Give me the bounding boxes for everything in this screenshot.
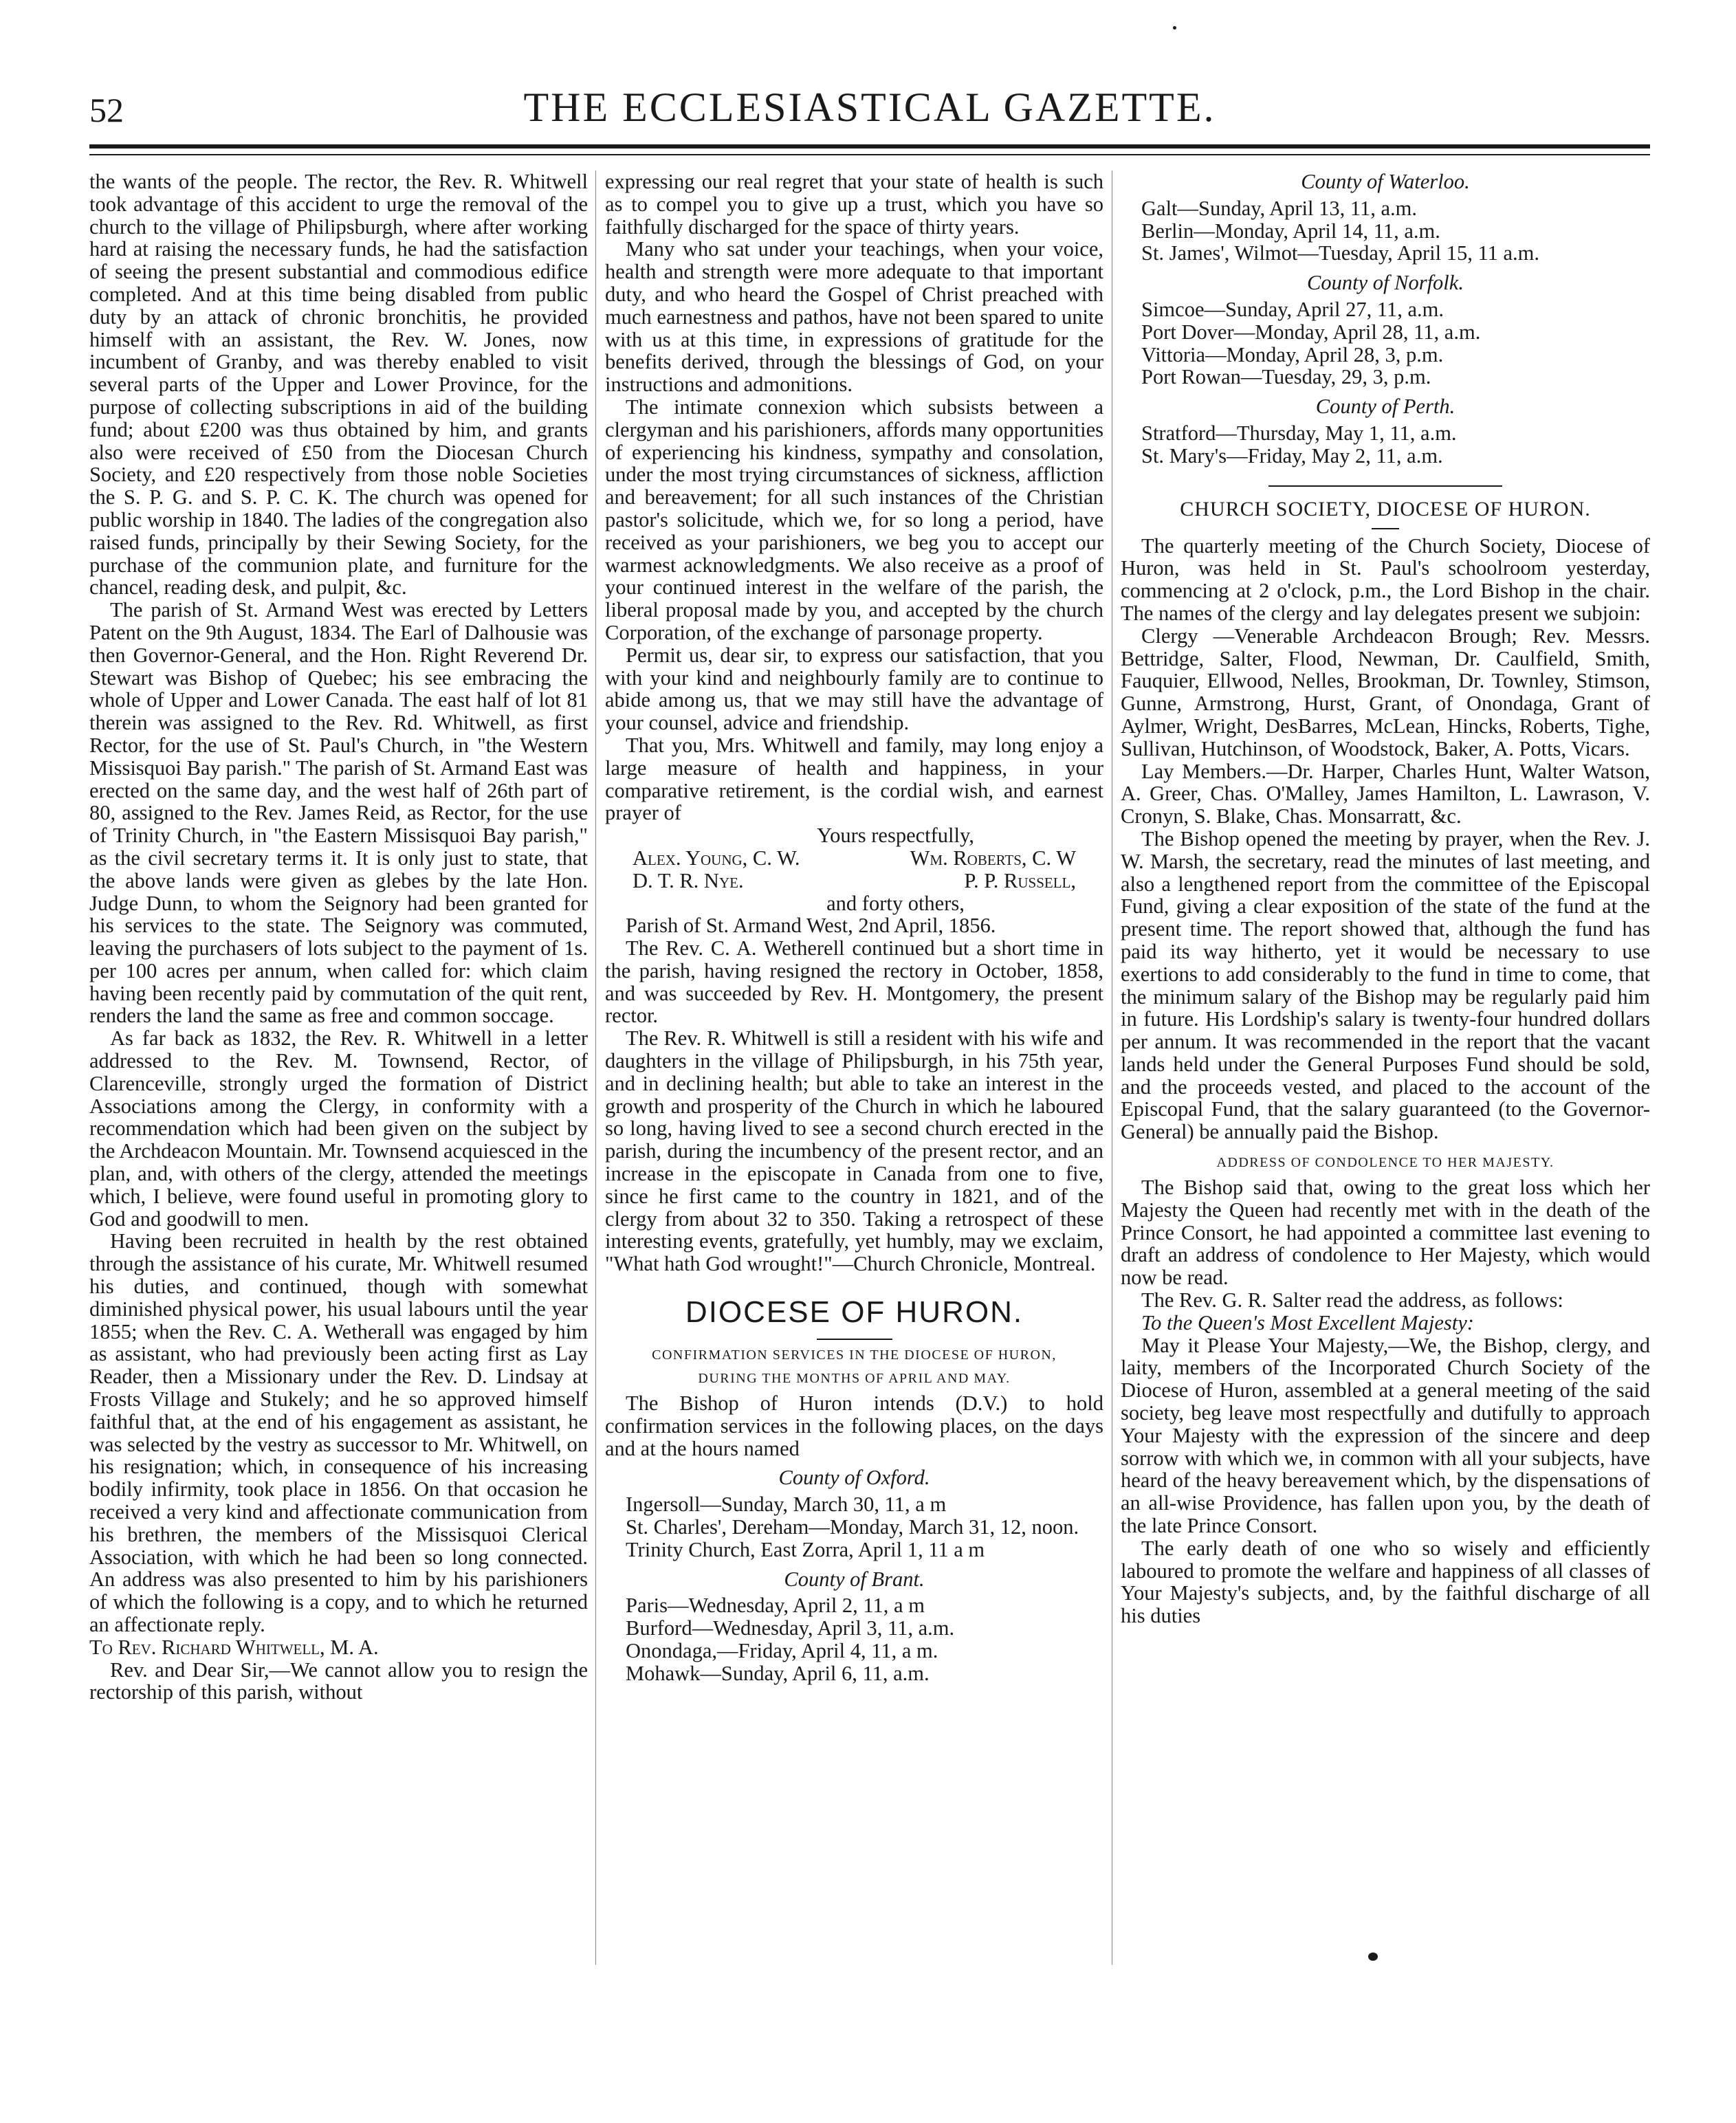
- header-rule-thick: [89, 144, 1650, 148]
- paragraph: The Rev. G. R. Salter read the address, as follows:: [1141, 1288, 1563, 1312]
- signatory-more: and forty others,: [826, 891, 965, 915]
- service-entry: St. James', Wilmot—Tuesday, April 15, 11 a.m.: [1141, 241, 1539, 265]
- diocese-subheading: CONFIRMATION SERVICES IN THE DIOCESE OF HURON,: [652, 1348, 1057, 1363]
- service-entry: Port Rowan—Tuesday, 29, 3, p.m.: [1141, 365, 1431, 389]
- column-separator: [595, 170, 596, 1965]
- paragraph: Lay Members.—Dr. Harper, Charles Hunt, Walter Watson, A. Greer, Chas. O'Malley, James Hamilton, L. Lawrason, V. Cronyn, S. Blake, Chas. Monsarratt, &c.: [1121, 759, 1650, 828]
- signatory: P. P. Russell,: [964, 868, 1076, 892]
- heading-rule: [817, 1339, 892, 1340]
- service-entry: Simcoe—Sunday, April 27, 11, a.m.: [1141, 297, 1444, 321]
- signatory: Wm. Roberts, C. W: [910, 846, 1076, 870]
- column-1: [89, 170, 588, 1704]
- service-entry: Stratford—Thursday, May 1, 11, a.m.: [1141, 421, 1457, 445]
- section-rule: [1268, 485, 1502, 487]
- service-entry: Trinity Church, East Zorra, April 1, 11 a m: [626, 1537, 985, 1561]
- closing-line: Yours respectfully,: [817, 824, 974, 848]
- service-entry: Burford—Wednesday, April 3, 11, a.m.: [626, 1616, 955, 1640]
- paragraph: Clergy —Venerable Archdeacon Brough; Rev. Messrs. Bettridge, Salter, Flood, Newman, Dr. Caulfield, Smith, Fauquier, Ellwood, Nelles, Brookman, Dr. Townley, Stimson, Gunne, Armstrong, Hurst, Grant, of Onondaga, Grant of Aylmer, Wright, DesBarres, McLean, Hincks, Roberts, Tighe, Sullivan, Hutchinson, of Woodstock, Baker, A. Potts, Vicars.: [1121, 624, 1650, 760]
- paragraph: Rev. and Dear Sir,—We cannot allow you to resign the rectorship of this parish, without: [89, 1658, 588, 1704]
- service-entry: Mohawk—Sunday, April 6, 11, a.m.: [626, 1661, 930, 1685]
- masthead-title: THE ECCLESIASTICAL GAZETTE.: [523, 85, 1216, 130]
- header-rule-thin: [89, 154, 1650, 155]
- paragraph: expressing our real regret that your state of health is such as to compel you to give up a trust, which you have so faithfully discharged for the space of thirty years.: [605, 170, 1103, 239]
- paragraph: The Rev. C. A. Wetherell continued but a short time in the parish, having resigned the rectory in October, 1858, and was succeeded by Rev. H. Montgomery, the present rector.: [605, 936, 1103, 1028]
- paragraph: The intimate connexion which subsists between a clergyman and his parishioners, affords many opportunities of experiencing his kindness, sympathy and consolation, under the most trying circumstances of sickness, affliction and bereavement; for all such instances of the Christian pastor's solicitude, which we, for so long a period, have received as your parishioners, we beg you to accept our warmest acknowledgments. We also receive as a proof of your continued interest in the welfare of the parish, the liberal proposal made by you, and accepted by the church Corporation, of the exchange of parsonage property.: [605, 395, 1103, 644]
- paragraph: The early death of one who so wisely and efficiently laboured to promote the welfare and happiness of all classes of Your Majesty's subjects, and, by the faithful discharge of all his duties: [1121, 1536, 1650, 1628]
- county-heading: County of Brant.: [784, 1567, 925, 1591]
- service-list: [1121, 197, 1650, 265]
- paragraph: The Rev. R. Whitwell is still a resident with his wife and daughters in the village of Philipsburgh, in his 75th year, and in declining health; but able to take an interest in the growth and prosperity of the Church in which he laboured so long, having lived to see a second church erected in the parish, during the incumbency of the present rector, and an increase in the episcopate in Canada from one to five, since he first came to the country in 1821, and of the clergy from about 32 to 350. Taking a retrospect of these interesting events, gratefully, yet humbly, may we exclaim, "What hath God wrought!"—Church Chronicle, Montreal.: [605, 1026, 1103, 1276]
- print-speck: [1173, 26, 1176, 30]
- signatory: D. T. R. Nye.: [633, 868, 744, 892]
- service-list: [1121, 298, 1650, 388]
- service-entry: Onondaga,—Friday, April 4, 11, a m.: [626, 1639, 938, 1663]
- paragraph: As far back as 1832, the Rev. R. Whitwell in a letter addressed to the Rev. M. Townsend, Rector, of Clarenceville, strongly urged the formation of District Associations among the Clergy, in conformity with a recommendation which had been given on the subject by the Archdeacon Mountain. Mr. Townsend acquiesced in the plan, and, with others of the clergy, attended the meetings which, I believe, were found useful in promoting glory to God and goodwill to men.: [89, 1026, 588, 1231]
- signatory-row: [605, 847, 1103, 870]
- paragraph: The Bishop of Huron intends (D.V.) to hold confirmation services in the following places, on the days and at the hours named: [605, 1392, 1103, 1460]
- paragraph: Many who sat under your teachings, when your voice, health and strength were more adequate to that important duty, and who heard the Gospel of Christ preached with much earnestness and pathos, have not been spared to unite with us at this time, in expressions of gratitude for the benefits derived, through the blessings of God, on your instructions and admonitions.: [605, 237, 1104, 397]
- service-list: [1121, 422, 1650, 468]
- county-heading: County of Waterloo.: [1301, 170, 1470, 193]
- county-heading: County of Oxford.: [778, 1466, 930, 1490]
- diocese-heading: DIOCESE OF HURON.: [685, 1295, 1024, 1330]
- paragraph: The Bishop said that, owing to the great loss which her Majesty the Queen had recently met with in the death of the Prince Consort, he had appointed a committee last evening to draft an address of condolence to Her Majesty, which would now be read.: [1121, 1176, 1650, 1290]
- condolence-heading: ADDRESS OF CONDOLENCE TO HER MAJESTY.: [1216, 1155, 1554, 1171]
- salutation: To the Queen's Most Excellent Majesty:: [1141, 1310, 1474, 1334]
- page-number: 52: [89, 91, 124, 129]
- service-list: [605, 1493, 1103, 1561]
- signatory-row: [605, 870, 1103, 892]
- service-entry: St. Mary's—Friday, May 2, 11, a.m.: [1141, 443, 1443, 468]
- service-entry: Paris—Wednesday, April 2, 11, a m: [626, 1594, 925, 1618]
- heading-rule: [1372, 528, 1399, 529]
- service-entry: Port Dover—Monday, April 28, 11, a.m.: [1141, 320, 1481, 344]
- paragraph: Having been recruited in health by the rest obtained through the assistance of his curate, Mr. Whitwell resumed his duties, and continued, though with somewhat diminished physical power, his usual labours until the year 1855; when the Rev. C. A. Wetherall was engaged by him as assistant, who had previously been acting first as Lay Reader, then a Missionary under the Rev. D. Lindsay at Frosts Village and Stukely; and he so approved himself faithful that, at the end of his engagement as assistant, he was selected by the vestry as successor to Mr. Whitwell, on his resignation; which, in consequence of his increasing bodily infirmity, took place in 1856. On that occasion he received a very kind and affectionate communication from his brethren, the members of the Missisquoi Clerical Association, with which he had been so long connected. An address was also presented to him by his parishioners of which the following is a copy, and to which he returned an affectionate reply.: [89, 1229, 588, 1636]
- address-recipient: To Rev. Richard Whitwell, M. A.: [89, 1635, 379, 1659]
- signatory: Alex. Young, C. W.: [633, 846, 800, 870]
- column-2: [605, 170, 1103, 1685]
- service-entry: Galt—Sunday, April 13, 11, a.m.: [1141, 196, 1417, 220]
- paragraph: Permit us, dear sir, to express our satisfaction, that you with your kind and neighbourly family are to continue to abide among us, that we may still have the advantage of your counsel, advice and friendship.: [605, 643, 1103, 735]
- paragraph: The parish of St. Armand West was erected by Letters Patent on the 9th August, 1834. The Earl of Dalhousie was then Governor-General, and the Hon. Right Reverend Dr. Stewart was Bishop of Quebec; his see embracing the whole of Upper and Lower Canada. The east half of lot 81 therein was assigned to the Rev. Rd. Whitwell, as first Rector, for the use of St. Paul's Church, in "the Western Missisquoi Bay parish." The parish of St. Armand East was erected on the same day, and the west half of 26th part of 80, assigned to the Rev. James Reid, as Rector, for the use of Trinity Church, in "the Eastern Missisquoi Bay parish," as the civil secretary terms it. It is only just to state, that the above lands were given as glebes by the late Hon. Judge Dunn, to whom the Seignory had been granted for his services to the state. The Seignory was commuted, leaving the purchasers of lots subject to the payment of 1s. per 100 acres per annum, when called for: which claim having been recently paid by commutation of the quit rent, renders the land the same as free and common soccage.: [89, 598, 588, 1028]
- page-header: [89, 82, 1650, 138]
- diocese-subheading: DURING THE MONTHS OF APRIL AND MAY.: [698, 1371, 1011, 1387]
- church-society-heading: CHURCH SOCIETY, DIOCESE OF HURON.: [1180, 497, 1591, 520]
- county-heading: County of Perth.: [1315, 395, 1455, 419]
- dateline: Parish of St. Armand West, 2nd April, 1856.: [626, 914, 996, 938]
- paragraph: That you, Mrs. Whitwell and family, may long enjoy a large measure of health and happiness, in your comparative retirement, is the cordial wish, and earnest prayer of: [605, 733, 1103, 825]
- service-list: [605, 1594, 1103, 1684]
- print-speck: [1368, 1952, 1378, 1961]
- county-heading: County of Norfolk.: [1307, 271, 1464, 295]
- service-entry: Vittoria—Monday, April 28, 3, p.m.: [1141, 342, 1444, 366]
- service-entry: St. Charles', Dereham—Monday, March 31, 12, noon.: [626, 1515, 1079, 1539]
- paragraph: The quarterly meeting of the Church Society, Diocese of Huron, was held in St. Paul's schoolroom yesterday, commencing at 2 o'clock, p.m., the Lord Bishop in the chair. The names of the clergy and lay delegates present we subjoin:: [1121, 534, 1650, 625]
- service-entry: Berlin—Monday, April 14, 11, a.m.: [1141, 219, 1440, 243]
- column-3: [1121, 170, 1650, 1627]
- service-entry: Ingersoll—Sunday, March 30, 11, a m: [626, 1493, 947, 1517]
- paragraph: the wants of the people. The rector, the Rev. R. Whitwell took advantage of this accident to urge the removal of the church to the village of Philipsburgh, where after working hard at raising the necessary funds, he had the satisfaction of seeing the present substantial and commodious edifice completed. And at this time being disabled from public duty by an attack of chronic bronchitis, he provided himself with an assistant, the Rev. W. Jones, now incumbent of Granby, and was thereby enabled to visit several parts of the Upper and Lower Province, for the purpose of collecting subscriptions in aid of the building fund; about £200 was thus obtained by him, and grants also were received of £50 from the Diocesan Church Society, and £20 respectively from those noble Societies the S. P. G. and S. P. C. K. The church was opened for public worship in 1840. The ladies of the congregation also raised funds, principally by their Sewing Society, for the purchase of the communion plate, and furniture for the chancel, reading desk, and pulpit, &c.: [89, 170, 588, 600]
- paragraph: The Bishop opened the meeting by prayer, when the Rev. J. W. Marsh, the secretary, read the minutes of last meeting, and also a lengthened report from the committee of the Episcopal Fund, giving a clear exposition of the state of the fund at the present time. The report showed that, although the fund has paid its way hitherto, yet it would be necessary to use exertions to add considerably to the fund in time to come, that the minimum salary of the Bishop may be regularly paid him in future. His Lordship's salary is twenty-four hundred dollars per annum. It was recommended in the report that the vacant lands held under the General Purposes Fund should be sold, and the proceeds vested, and placed to the account of the Episcopal Fund, that the salary guaranteed (to the Governor-General) be annually paid the Bishop.: [1121, 826, 1650, 1144]
- paragraph: May it Please Your Majesty,—We, the Bishop, clergy, and laity, members of the Incorporated Church Society of the Diocese of Huron, assembled at a general meeting of the said society, beg leave most respectfully and dutifully to approach Your Majesty with the expression of the sincere and deep sorrow with which we, in common with all your subjects, have heard of the heavy bereavement which, by the dispensations of an all-wise Providence, has fallen upon you, by the death of the late Prince Consort.: [1121, 1333, 1650, 1538]
